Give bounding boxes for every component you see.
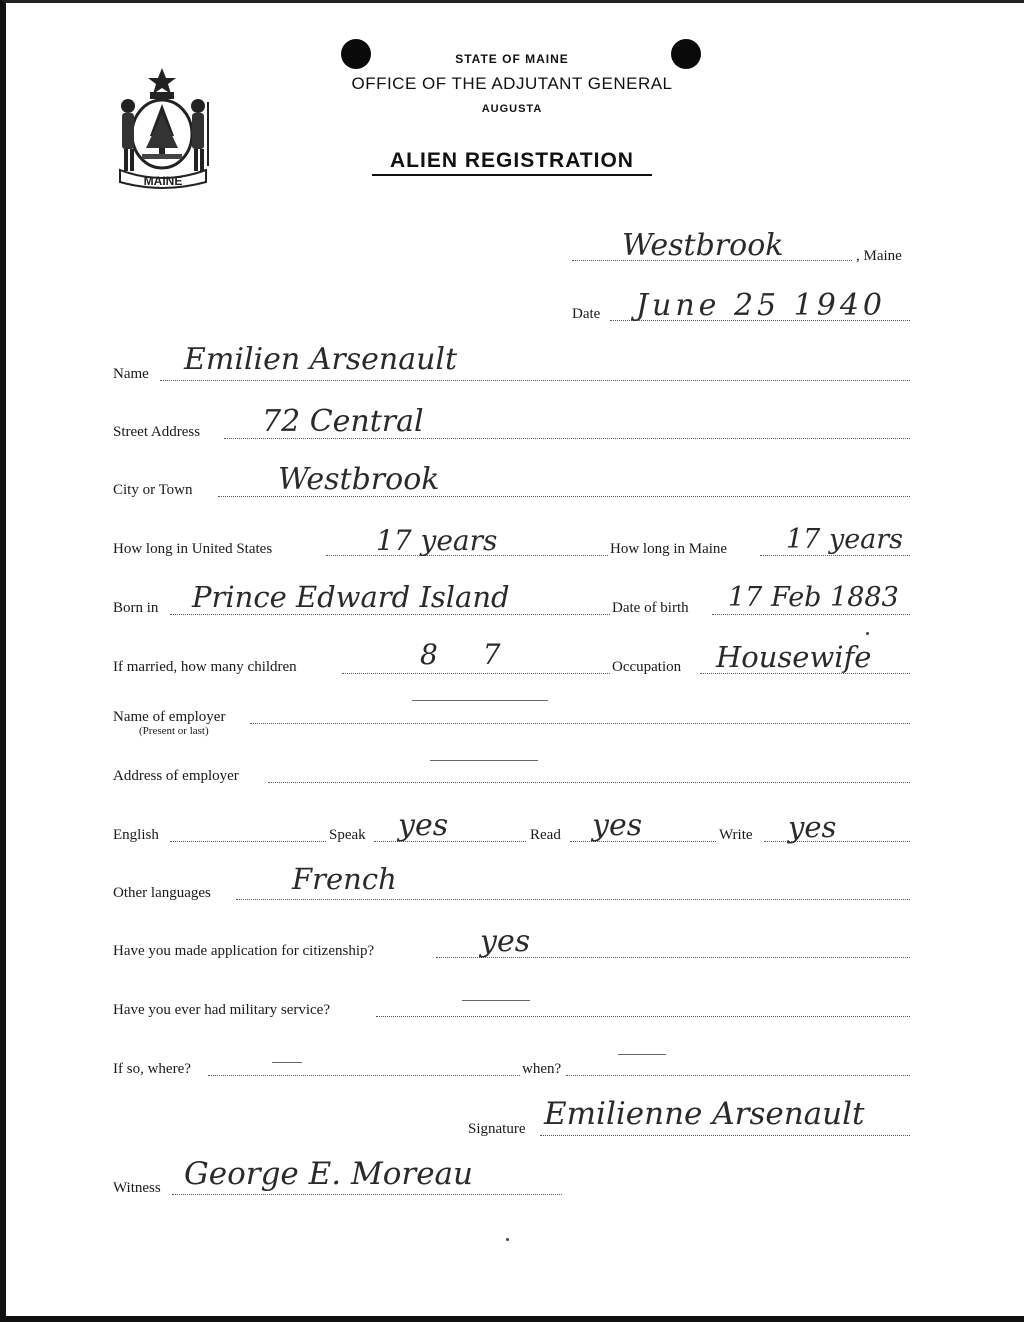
blank-stroke bbox=[618, 1054, 666, 1055]
maine-duration-line bbox=[760, 555, 910, 556]
citizenship-entry: yes bbox=[480, 924, 531, 959]
english-line bbox=[170, 841, 326, 842]
paper-speck bbox=[866, 632, 869, 635]
employer-sublabel: (Present or last) bbox=[139, 725, 209, 737]
other-languages-label: Other languages bbox=[113, 885, 211, 901]
blank-stroke bbox=[272, 1062, 302, 1063]
signature-entry: Emilienne Arsenault bbox=[544, 1096, 865, 1132]
employer-line bbox=[250, 723, 910, 724]
born-in-line bbox=[170, 614, 610, 615]
employer-address-label: Address of employer bbox=[113, 768, 239, 784]
city-entry: Westbrook bbox=[278, 462, 440, 497]
maine-duration-entry: 17 years bbox=[786, 524, 904, 555]
citizenship-label: Have you made application for citizenship? bbox=[113, 943, 375, 959]
blank-stroke bbox=[462, 1000, 530, 1001]
write-line bbox=[764, 841, 910, 842]
write-entry: yes bbox=[788, 810, 837, 844]
children-line bbox=[342, 673, 610, 674]
dob-entry: 17 Feb 1883 bbox=[728, 582, 899, 613]
dob-line bbox=[712, 614, 910, 615]
where-label: If so, where? bbox=[113, 1061, 191, 1077]
occupation-label: Occupation bbox=[612, 659, 682, 675]
where-line bbox=[208, 1075, 520, 1076]
paper-speck bbox=[506, 1238, 509, 1241]
other-languages-line bbox=[236, 899, 910, 900]
blank-stroke bbox=[412, 700, 548, 701]
header-city: AUGUSTA bbox=[481, 103, 543, 115]
street-label: Street Address bbox=[113, 424, 201, 440]
us-duration-entry: 17 years bbox=[376, 524, 498, 557]
witness-label: Witness bbox=[113, 1180, 161, 1196]
speak-line bbox=[374, 841, 526, 842]
date-entry: June 25 1940 bbox=[636, 288, 887, 323]
place-entry: Westbrook bbox=[622, 228, 784, 263]
english-label: English bbox=[113, 827, 159, 843]
write-label: Write bbox=[719, 827, 753, 843]
blank-stroke bbox=[430, 760, 538, 761]
read-label: Read bbox=[530, 827, 561, 843]
name-label: Name bbox=[113, 366, 149, 382]
svg-text:MAINE: MAINE bbox=[143, 174, 183, 188]
date-label: Date bbox=[572, 306, 601, 322]
form-title: ALIEN REGISTRATION bbox=[372, 149, 652, 176]
children-label: If married, how many children bbox=[113, 659, 297, 675]
signature-line bbox=[540, 1135, 910, 1136]
name-entry: Emilien Arsenault bbox=[184, 342, 458, 377]
header-state: STATE OF MAINE bbox=[455, 52, 569, 66]
read-entry: yes bbox=[592, 808, 643, 843]
occupation-entry: Housewife bbox=[716, 640, 872, 674]
when-label: when? bbox=[522, 1061, 562, 1077]
born-in-entry: Prince Edward Island bbox=[192, 580, 510, 614]
place-suffix: , Maine bbox=[856, 248, 902, 264]
maine-duration-label: How long in Maine bbox=[610, 541, 728, 557]
witness-line bbox=[172, 1194, 562, 1195]
maine-state-seal-icon bbox=[112, 66, 224, 194]
street-entry: 72 Central bbox=[262, 404, 424, 439]
military-label: Have you ever had military service? bbox=[113, 1002, 330, 1018]
children-entry: 8 7 bbox=[420, 638, 519, 671]
employer-label: Name of employer bbox=[113, 709, 226, 725]
employer-address-line bbox=[268, 782, 910, 783]
speak-label: Speak bbox=[329, 827, 366, 843]
city-label: City or Town bbox=[113, 482, 193, 498]
dob-label: Date of birth bbox=[612, 600, 689, 616]
when-line bbox=[566, 1075, 910, 1076]
other-languages-entry: French bbox=[292, 862, 397, 896]
signature-label: Signature bbox=[468, 1121, 526, 1137]
born-in-label: Born in bbox=[113, 600, 159, 616]
witness-entry: George E. Moreau bbox=[184, 1156, 473, 1192]
speak-entry: yes bbox=[398, 808, 449, 843]
military-line bbox=[376, 1016, 910, 1017]
us-duration-label: How long in United States bbox=[113, 541, 273, 557]
name-line bbox=[160, 380, 910, 381]
header-office: OFFICE OF THE ADJUTANT GENERAL bbox=[351, 74, 673, 93]
